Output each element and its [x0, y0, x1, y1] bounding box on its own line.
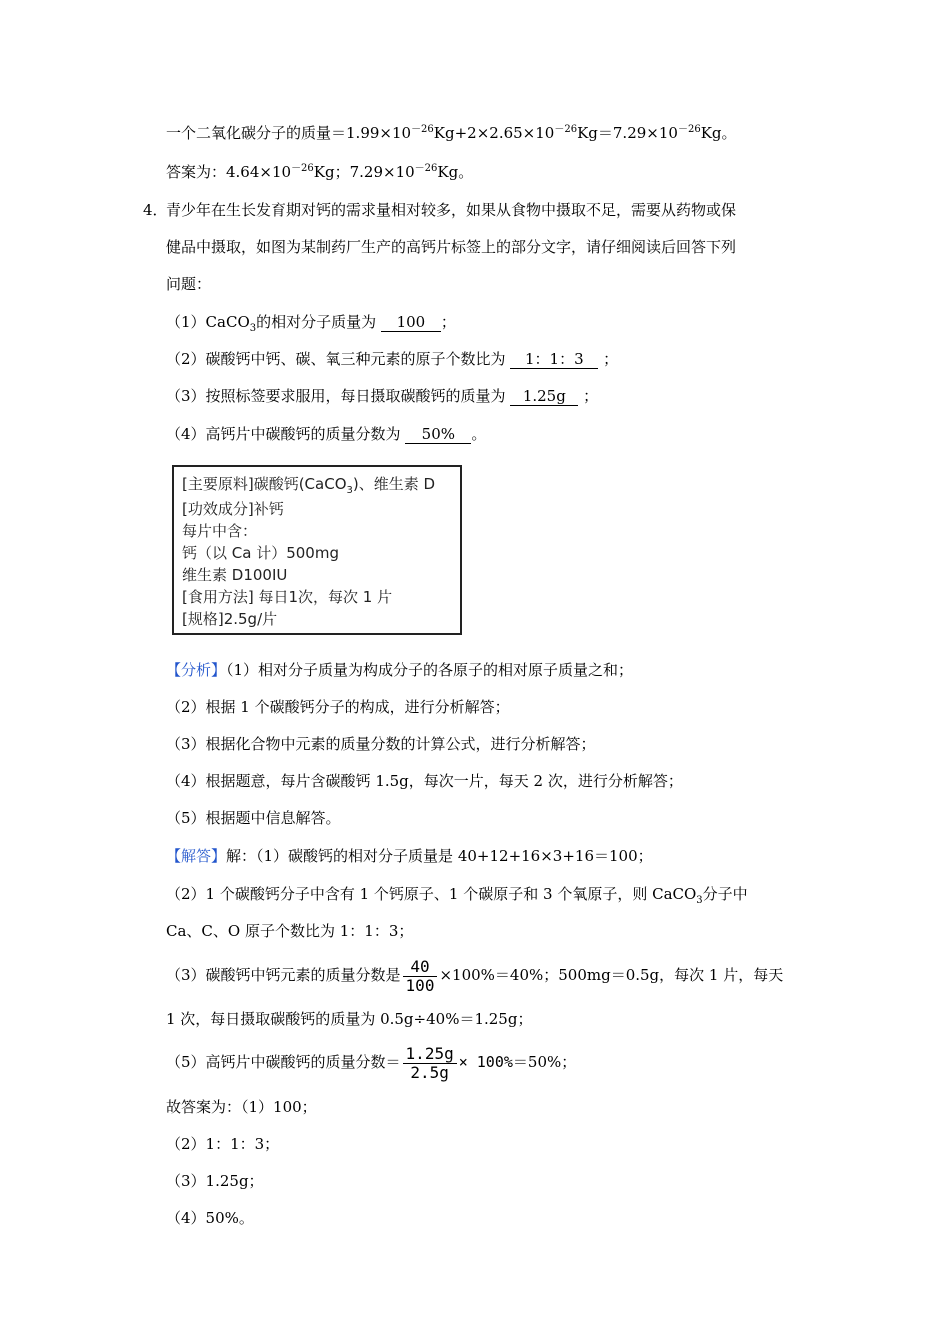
answer-blank: 1：1：3: [510, 350, 598, 369]
part-prefix: （1）CaCO: [166, 313, 250, 331]
analysis-line: （5）根据题中信息解答。: [166, 809, 341, 827]
text-segment: Kg＝7.29×10: [577, 124, 678, 142]
question-stem-line: 问题：: [166, 275, 212, 293]
label-function: [功效成分]补钙: [182, 500, 284, 518]
fraction-numerator: 1.25g: [403, 1045, 457, 1064]
final-answer-line: （4）50%。: [166, 1209, 254, 1227]
solution-text: ＝50%；: [512, 1053, 577, 1071]
answer-blank: 50%: [405, 425, 471, 444]
subscript: 3: [696, 895, 703, 906]
solution-line-fraction: [166, 955, 783, 995]
exponent: －26: [554, 124, 578, 135]
part-suffix: 。: [471, 425, 487, 443]
final-answer-line: （2）1：1：3；: [166, 1135, 280, 1153]
answer-blank: 1.25g: [510, 387, 578, 406]
solution-text: （2）1 个碳酸钙分子中含有 1 个钙原子、1 个碳原子和 3 个氧原子，则 CaCO: [166, 885, 697, 903]
label-vitamin-d: 维生素 D100IU: [182, 566, 288, 584]
solution-text: （3）碳酸钙中钙元素的质量分数是: [166, 966, 401, 984]
label-per-tablet: 每片中含：: [182, 522, 258, 540]
text-segment: Kg。: [700, 124, 737, 142]
solution-text: 解：（1）碳酸钙的相对分子质量是 40+12+16×3+16＝100；: [226, 847, 653, 865]
final-answer-line: （3）1.25g；: [166, 1172, 264, 1190]
label-text: )、维生素 D: [352, 475, 436, 493]
label-calcium: 钙（以 Ca 计）500mg: [182, 544, 339, 562]
text-segment: Kg；7.29×10: [313, 163, 415, 181]
question-stem-line: 健品中摄取，如图为某制药厂生产的高钙片标签上的部分文字，请仔细阅读后回答下列: [166, 238, 737, 256]
text-segment: Kg+2×2.65×10: [433, 124, 555, 142]
part-suffix: ；: [603, 350, 619, 368]
part-text: 的相对分子质量为: [256, 313, 377, 331]
question-part-3: [166, 386, 598, 406]
solution-line: [166, 846, 653, 866]
final-answer-intro: 故答案为：（1）100；: [166, 1098, 317, 1116]
part-suffix: ；: [440, 313, 456, 331]
label-spec: [规格]2.5g/片: [182, 610, 278, 628]
question-part-2: [166, 349, 618, 369]
subscript: 3: [249, 323, 257, 334]
solution-line-fraction: [166, 1040, 576, 1084]
analysis-line: （2）根据 1 个碳酸钙分子的构成，进行分析解答；: [166, 698, 510, 716]
fraction-denominator: 100: [405, 975, 435, 995]
part-prefix: （4）高钙片中碳酸钙的质量分数为: [166, 425, 401, 443]
solution-line: Ca、C、O 原子个数比为 1：1：3；: [166, 922, 414, 940]
exponent: －26: [411, 124, 434, 135]
question-number: 4．: [143, 201, 168, 219]
question-stem-line: 青少年在生长发育期对钙的需求量相对较多，如果从食物中摄取不足，需要从药物或保: [166, 201, 737, 219]
answer-line: [166, 162, 473, 185]
fraction: [403, 958, 438, 995]
text-segment: 答案为：4.64×10: [166, 163, 292, 181]
answer-blank: 100: [381, 313, 441, 332]
fraction: [403, 1045, 457, 1082]
analysis-line: （3）根据化合物中元素的质量分数的计算公式，进行分析解答；: [166, 735, 596, 753]
analysis-line: （4）根据题意，每片含碳酸钙 1.5g，每次一片，每天 2 次，进行分析解答；: [166, 772, 683, 790]
fraction-numerator: 40: [403, 958, 438, 977]
solution-text: × 100%: [458, 1053, 513, 1071]
label-text: [主要原料]碳酸钙(CaCO: [182, 475, 347, 493]
solution-text: （5）高钙片中碳酸钙的质量分数＝: [166, 1053, 401, 1071]
question-part-1: [166, 312, 456, 335]
analysis-line: [166, 660, 633, 680]
co2-mass-line: [166, 123, 737, 146]
part-prefix: （3）按照标签要求服用，每日摄取碳酸钙的质量为: [166, 387, 506, 405]
exponent: －26: [414, 163, 438, 174]
solution-line: 1 次，每日摄取碳酸钙的质量为 0.5g÷40%＝1.25g；: [166, 1010, 533, 1028]
calcium-tablet-label: [172, 465, 462, 635]
exponent: －26: [291, 163, 314, 174]
label-ingredients: [182, 473, 460, 498]
solution-text: 分子中: [702, 885, 748, 903]
question-part-4: [166, 424, 486, 444]
subscript: 3: [346, 485, 353, 496]
text-segment: 一个二氧化碳分子的质量＝1.99×10: [166, 124, 412, 142]
text-segment: Kg。: [437, 163, 474, 181]
part-prefix: （2）碳酸钙中钙、碳、氧三种元素的原子个数比为: [166, 350, 506, 368]
solution-text: ×100%＝40%；500mg＝0.5g，每次 1 片，每天: [439, 966, 784, 984]
exponent: －26: [677, 124, 701, 135]
solution-line: [166, 884, 748, 907]
part-suffix: ；: [583, 387, 599, 405]
fraction-denominator: 2.5g: [410, 1062, 449, 1082]
analysis-text: （1）相对分子质量为构成分子的各原子的相对原子质量之和；: [226, 661, 634, 679]
label-usage: [食用方法] 每日1次，每次 1 片: [182, 588, 393, 606]
analysis-tag: 【分析】: [166, 661, 227, 679]
solution-tag: 【解答】: [166, 847, 227, 865]
